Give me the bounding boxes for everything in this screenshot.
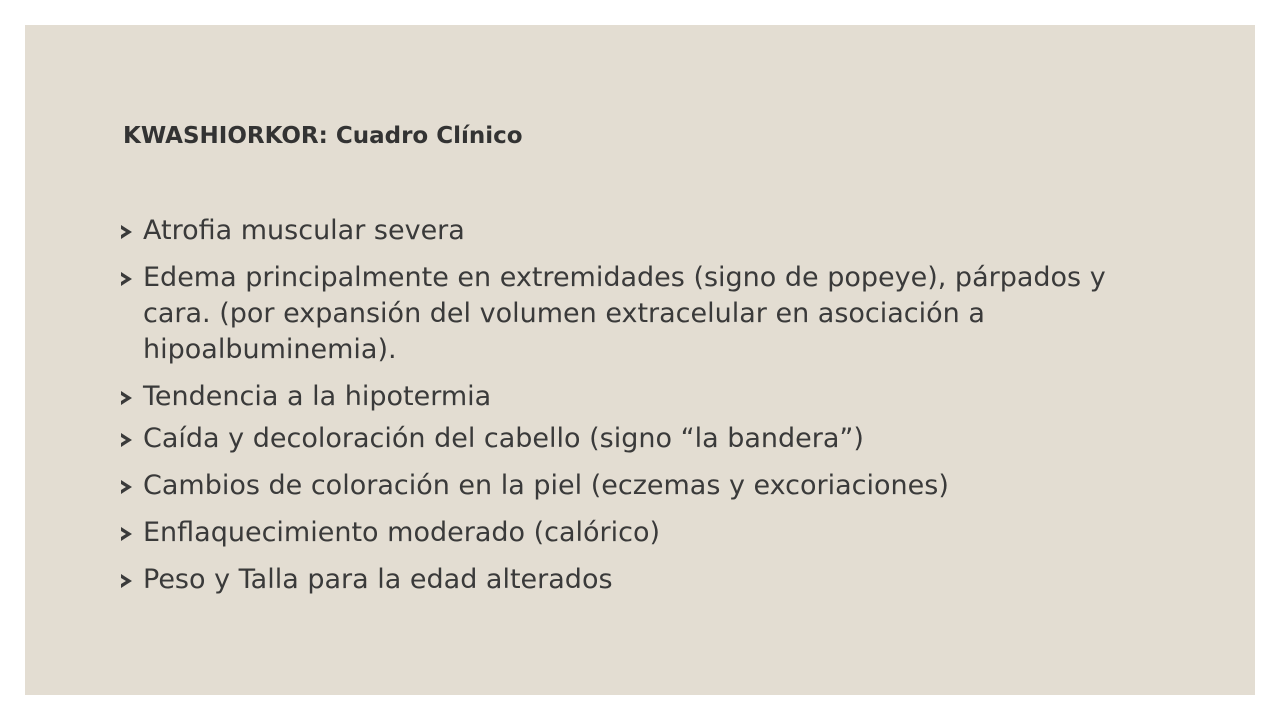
bullet-text: Enflaquecimiento moderado (calórico) — [143, 517, 661, 548]
arrowhead-bullet-icon — [121, 480, 132, 494]
bullet-text: Edema principalmente en extremidades (signo de popeye), párpados y cara. (por expansión del volumen extracelular en asociación a hipoalbuminemia). — [143, 262, 1106, 365]
slide-title: KWASHIORKOR: Cuadro Clínico — [123, 123, 523, 149]
arrowhead-bullet-icon — [121, 433, 132, 447]
arrowhead-bullet-icon — [121, 574, 132, 588]
list-item — [119, 562, 1119, 598]
arrowhead-bullet-icon — [121, 527, 132, 541]
bullet-text: Tendencia a la hipotermia — [143, 381, 492, 412]
list-item — [119, 421, 1119, 457]
list-item — [119, 379, 1119, 415]
list-item — [119, 260, 1119, 368]
bullet-text: Caída y decoloración del cabello (signo “la bandera”) — [143, 423, 864, 454]
bullet-text: Cambios de coloración en la piel (eczemas y excoriaciones) — [143, 470, 949, 501]
arrowhead-bullet-icon — [121, 225, 132, 239]
bullet-text: Atrofia muscular severa — [143, 215, 465, 246]
bullet-list — [119, 213, 1119, 609]
bullet-text: Peso y Talla para la edad alterados — [143, 564, 613, 595]
list-item — [119, 515, 1119, 551]
list-item — [119, 468, 1119, 504]
arrowhead-bullet-icon — [121, 391, 132, 405]
list-item — [119, 213, 1119, 249]
slide — [25, 25, 1255, 695]
arrowhead-bullet-icon — [121, 272, 132, 286]
